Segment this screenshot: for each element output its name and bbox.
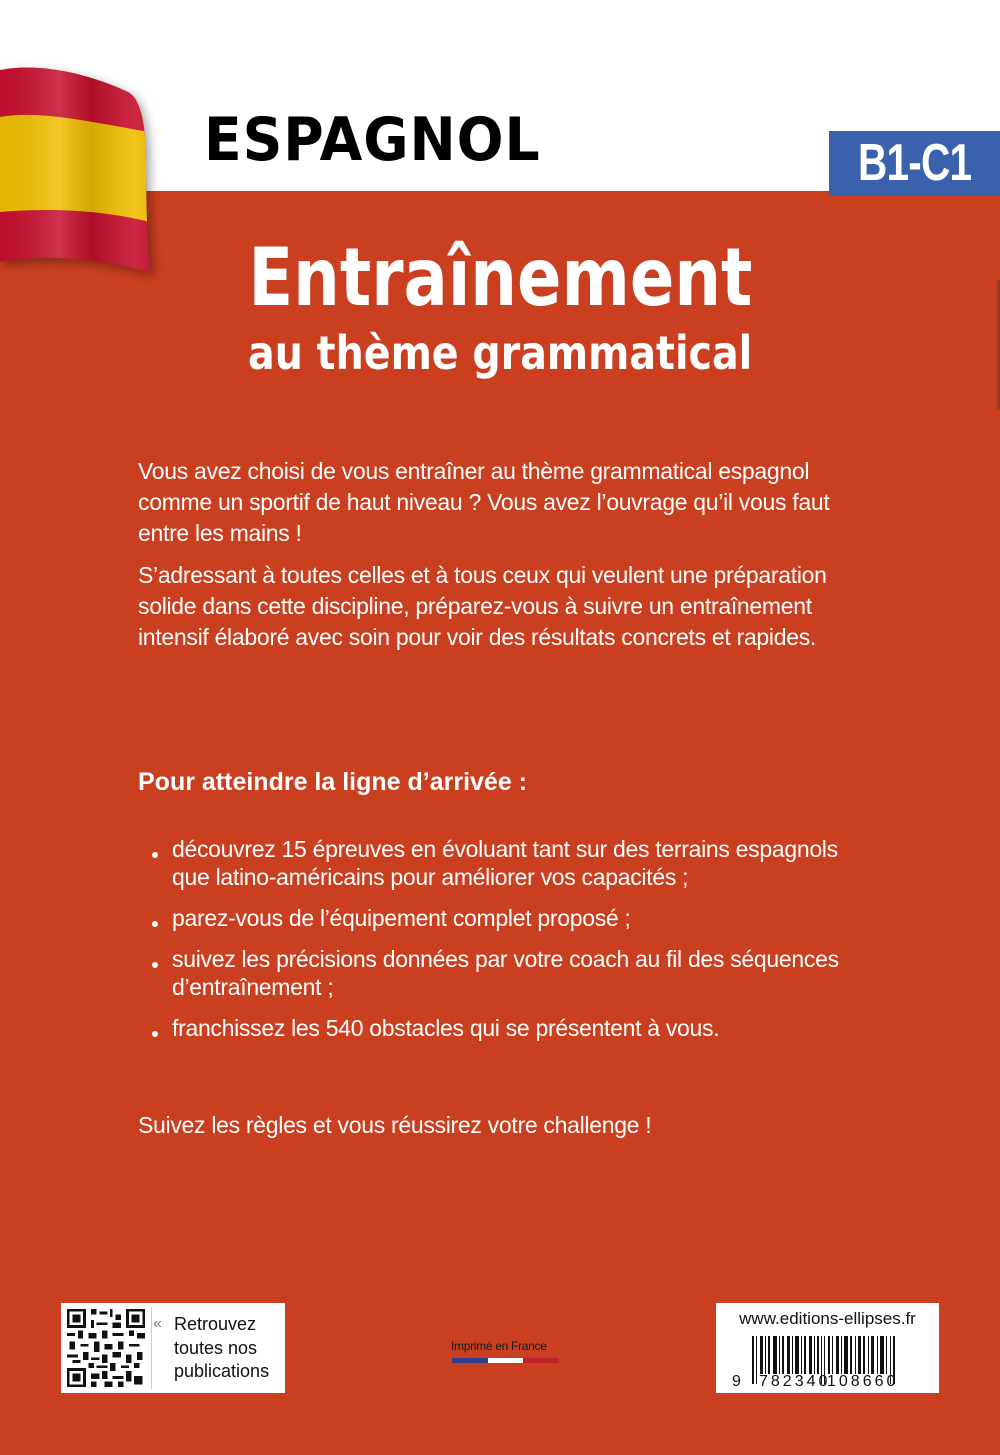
- list-item: franchissez les 540 obstacles qui se présentent à vous.: [150, 1014, 880, 1042]
- description-paragraph-2: S’adressant à toutes celles et à tous ceux qui veulent une préparation solide dans cette discipline, préparez-vous à suivre un entraînement intensif élaboré avec soin pour voir des résultats concrets et rapides.: [138, 562, 827, 650]
- section-heading: Pour atteindre la ligne d’arrivée :: [138, 768, 528, 796]
- book-title-text: Entraînement: [247, 231, 753, 324]
- list-item: parez-vous de l’équipement complet proposé ;: [150, 904, 880, 932]
- qr-divider: [151, 1307, 152, 1389]
- description-paragraph-1: Vous avez choisi de vous entraîner au thème grammatical espagnol comme un sportif de haut niveau ? Vous avez l’ouvrage qu’il vous faut entre les mains !: [138, 458, 830, 546]
- level-label: B1-C1: [857, 134, 972, 192]
- list-item: suivez les précisions données par votre coach au fil des séquences d’entraînement ;: [150, 945, 880, 1001]
- bullet-icon: [152, 962, 158, 968]
- book-subtitle: [0, 323, 1000, 383]
- bullet-icon: [152, 1031, 158, 1037]
- book-subtitle-text: au thème grammatical: [247, 326, 753, 380]
- french-flag-bar-icon: [452, 1358, 559, 1363]
- bullet-list: [150, 835, 880, 1055]
- printed-in-france-label: Imprimé en France: [451, 1339, 547, 1353]
- publisher-website[interactable]: www.editions-ellipses.fr: [739, 1309, 916, 1328]
- list-item: découvrez 15 épreuves en évoluant tant sur des terrains espagnols que latino-américains pour améliorer vos capacités ;: [150, 835, 880, 891]
- book-title: [0, 228, 1000, 328]
- level-badge: [829, 131, 1000, 196]
- barcode-box: [716, 1303, 939, 1393]
- flag-red: [523, 1358, 559, 1363]
- isbn-group-2: 108660: [827, 1373, 899, 1388]
- isbn-group-1: 782340: [759, 1373, 831, 1388]
- barcode-icon: [732, 1336, 937, 1388]
- qr-box[interactable]: [61, 1303, 285, 1393]
- closing-line: Suivez les règles et vous réussirez votre challenge !: [138, 1112, 652, 1138]
- isbn-lead-digit: 9: [732, 1373, 741, 1388]
- series-title: ESPAGNOL: [204, 105, 541, 175]
- double-chevron-left-icon: «: [153, 1315, 162, 1332]
- qr-code-icon[interactable]: [67, 1309, 145, 1387]
- flag-white: [488, 1358, 524, 1363]
- qr-caption: Retrouvez toutes nos publications: [174, 1314, 270, 1381]
- flag-blue: [452, 1358, 488, 1363]
- bullet-icon: [152, 921, 158, 927]
- bullet-icon: [152, 852, 158, 858]
